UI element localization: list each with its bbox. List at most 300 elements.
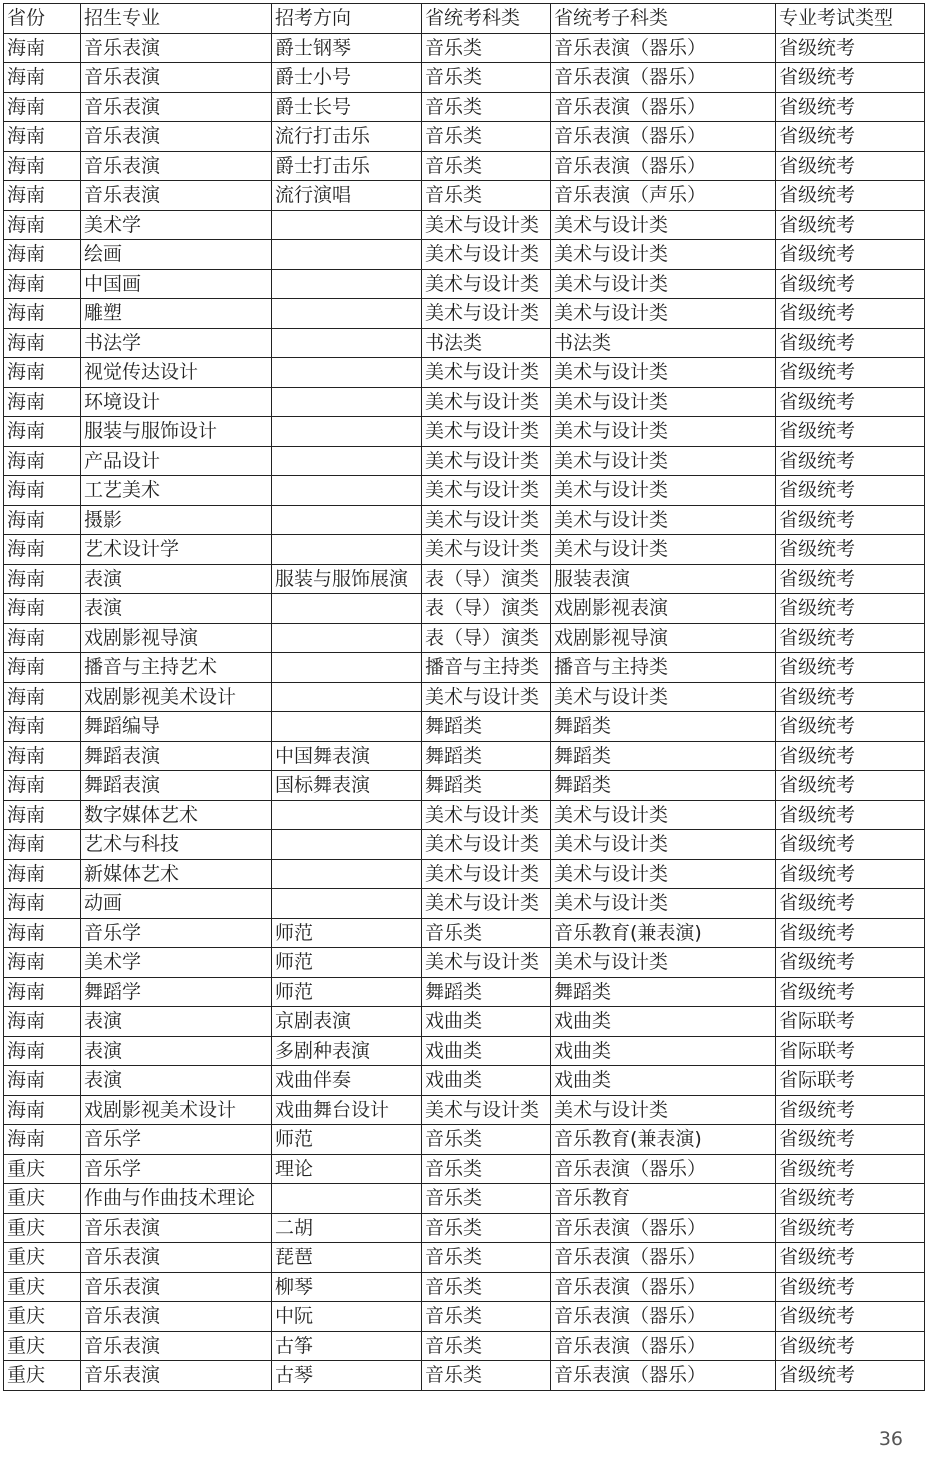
cell-exam-subcategory: 舞蹈类 (551, 977, 776, 1007)
cell-direction (272, 1184, 422, 1214)
cell-direction: 戏曲舞台设计 (272, 1095, 422, 1125)
cell-direction: 师范 (272, 1125, 422, 1155)
header-province: 省份 (4, 4, 81, 34)
cell-exam-category: 舞蹈类 (422, 712, 551, 742)
table-row (4, 653, 925, 683)
cell-exam-type: 省级统考 (776, 269, 925, 299)
table-row (4, 682, 925, 712)
cell-exam-type: 省级统考 (776, 889, 925, 919)
cell-exam-category: 音乐类 (422, 1154, 551, 1184)
cell-major: 音乐表演 (81, 1331, 272, 1361)
cell-exam-category: 音乐类 (422, 92, 551, 122)
cell-exam-subcategory: 音乐表演（器乐） (551, 122, 776, 152)
cell-exam-subcategory: 舞蹈类 (551, 712, 776, 742)
cell-exam-type: 省级统考 (776, 299, 925, 329)
cell-exam-type: 省级统考 (776, 1243, 925, 1273)
cell-major: 美术学 (81, 948, 272, 978)
cell-direction (272, 859, 422, 889)
cell-province: 海南 (4, 92, 81, 122)
cell-major: 绘画 (81, 240, 272, 270)
cell-province: 海南 (4, 535, 81, 565)
cell-major: 摄影 (81, 505, 272, 535)
cell-major: 美术学 (81, 210, 272, 240)
cell-province: 海南 (4, 151, 81, 181)
cell-exam-category: 美术与设计类 (422, 446, 551, 476)
cell-exam-type: 省级统考 (776, 918, 925, 948)
cell-province: 海南 (4, 889, 81, 919)
cell-exam-subcategory: 美术与设计类 (551, 948, 776, 978)
cell-province: 海南 (4, 623, 81, 653)
cell-exam-type: 省级统考 (776, 1302, 925, 1332)
cell-exam-type: 省级统考 (776, 1154, 925, 1184)
table-row (4, 505, 925, 535)
cell-direction: 爵士长号 (272, 92, 422, 122)
header-exam-subcategory: 省统考子科类 (551, 4, 776, 34)
cell-province: 海南 (4, 210, 81, 240)
cell-exam-subcategory: 戏曲类 (551, 1007, 776, 1037)
cell-province: 海南 (4, 800, 81, 830)
cell-major: 工艺美术 (81, 476, 272, 506)
cell-exam-category: 美术与设计类 (422, 358, 551, 388)
cell-exam-type: 省级统考 (776, 328, 925, 358)
cell-province: 海南 (4, 830, 81, 860)
cell-major: 戏剧影视导演 (81, 623, 272, 653)
table-row (4, 122, 925, 152)
table-row (4, 535, 925, 565)
cell-major: 服装与服饰设计 (81, 417, 272, 447)
cell-major: 音乐表演 (81, 92, 272, 122)
cell-province: 重庆 (4, 1243, 81, 1273)
cell-direction: 服装与服饰展演 (272, 564, 422, 594)
cell-exam-subcategory: 戏曲类 (551, 1066, 776, 1096)
cell-major: 艺术设计学 (81, 535, 272, 565)
cell-province: 海南 (4, 712, 81, 742)
cell-exam-type: 省级统考 (776, 63, 925, 93)
table-row (4, 1007, 925, 1037)
cell-exam-category: 音乐类 (422, 1184, 551, 1214)
cell-province: 海南 (4, 269, 81, 299)
cell-exam-type: 省级统考 (776, 712, 925, 742)
cell-exam-category: 音乐类 (422, 1213, 551, 1243)
cell-direction (272, 535, 422, 565)
cell-province: 海南 (4, 1095, 81, 1125)
cell-direction: 师范 (272, 948, 422, 978)
cell-direction (272, 800, 422, 830)
table-row (4, 1361, 925, 1391)
cell-exam-subcategory: 美术与设计类 (551, 358, 776, 388)
cell-exam-type: 省级统考 (776, 800, 925, 830)
cell-exam-category: 音乐类 (422, 1125, 551, 1155)
header-exam-type: 专业考试类型 (776, 4, 925, 34)
table-row (4, 977, 925, 1007)
cell-province: 海南 (4, 564, 81, 594)
cell-exam-type: 省级统考 (776, 358, 925, 388)
cell-direction: 中国舞表演 (272, 741, 422, 771)
table-row (4, 63, 925, 93)
cell-major: 表演 (81, 594, 272, 624)
cell-exam-category: 美术与设计类 (422, 387, 551, 417)
cell-exam-category: 音乐类 (422, 1361, 551, 1391)
cell-province: 海南 (4, 1066, 81, 1096)
cell-exam-subcategory: 美术与设计类 (551, 476, 776, 506)
cell-major: 音乐学 (81, 918, 272, 948)
cell-exam-type: 省级统考 (776, 122, 925, 152)
cell-province: 海南 (4, 33, 81, 63)
cell-exam-type: 省级统考 (776, 653, 925, 683)
cell-province: 海南 (4, 1007, 81, 1037)
table-row (4, 1095, 925, 1125)
cell-exam-subcategory: 音乐表演（器乐） (551, 1361, 776, 1391)
cell-major: 雕塑 (81, 299, 272, 329)
table-body (4, 33, 925, 1390)
cell-exam-subcategory: 美术与设计类 (551, 299, 776, 329)
cell-exam-category: 美术与设计类 (422, 682, 551, 712)
cell-exam-subcategory: 美术与设计类 (551, 1095, 776, 1125)
cell-direction (272, 240, 422, 270)
table-row (4, 1331, 925, 1361)
table-row (4, 181, 925, 211)
table-row (4, 476, 925, 506)
cell-province: 海南 (4, 387, 81, 417)
cell-exam-subcategory: 美术与设计类 (551, 859, 776, 889)
cell-exam-category: 美术与设计类 (422, 948, 551, 978)
cell-province: 重庆 (4, 1213, 81, 1243)
cell-exam-category: 美术与设计类 (422, 505, 551, 535)
cell-province: 海南 (4, 122, 81, 152)
cell-exam-type: 省级统考 (776, 181, 925, 211)
cell-direction (272, 830, 422, 860)
cell-exam-category: 美术与设计类 (422, 299, 551, 329)
cell-major: 艺术与科技 (81, 830, 272, 860)
table-row (4, 387, 925, 417)
cell-major: 音乐表演 (81, 63, 272, 93)
cell-direction: 二胡 (272, 1213, 422, 1243)
cell-direction (272, 505, 422, 535)
cell-direction: 古筝 (272, 1331, 422, 1361)
cell-province: 海南 (4, 1125, 81, 1155)
cell-exam-subcategory: 戏剧影视表演 (551, 594, 776, 624)
cell-province: 海南 (4, 417, 81, 447)
cell-direction (272, 712, 422, 742)
cell-exam-type: 省级统考 (776, 446, 925, 476)
cell-exam-subcategory: 音乐表演（器乐） (551, 1243, 776, 1273)
cell-province: 海南 (4, 682, 81, 712)
cell-exam-subcategory: 美术与设计类 (551, 387, 776, 417)
table-row (4, 948, 925, 978)
page-number: 36 (878, 1428, 903, 1450)
cell-direction: 师范 (272, 977, 422, 1007)
table-row (4, 771, 925, 801)
cell-direction (272, 210, 422, 240)
cell-direction (272, 387, 422, 417)
table-row (4, 328, 925, 358)
cell-province: 海南 (4, 741, 81, 771)
cell-major: 舞蹈学 (81, 977, 272, 1007)
cell-exam-category: 音乐类 (422, 1272, 551, 1302)
cell-major: 表演 (81, 1066, 272, 1096)
cell-exam-category: 美术与设计类 (422, 476, 551, 506)
cell-exam-subcategory: 美术与设计类 (551, 240, 776, 270)
cell-exam-category: 音乐类 (422, 151, 551, 181)
cell-exam-category: 书法类 (422, 328, 551, 358)
table-row (4, 1302, 925, 1332)
table-row (4, 210, 925, 240)
cell-province: 海南 (4, 446, 81, 476)
table-row (4, 800, 925, 830)
table-row (4, 564, 925, 594)
cell-major: 音乐表演 (81, 1213, 272, 1243)
cell-exam-type: 省级统考 (776, 151, 925, 181)
table-row (4, 859, 925, 889)
cell-exam-subcategory: 美术与设计类 (551, 505, 776, 535)
cell-exam-category: 美术与设计类 (422, 800, 551, 830)
cell-major: 书法学 (81, 328, 272, 358)
cell-direction: 多剧种表演 (272, 1036, 422, 1066)
cell-exam-subcategory: 美术与设计类 (551, 682, 776, 712)
table-row (4, 1154, 925, 1184)
cell-exam-type: 省级统考 (776, 623, 925, 653)
cell-direction (272, 594, 422, 624)
cell-exam-type: 省际联考 (776, 1007, 925, 1037)
cell-exam-category: 舞蹈类 (422, 771, 551, 801)
cell-exam-category: 播音与主持类 (422, 653, 551, 683)
cell-exam-subcategory: 音乐教育(兼表演) (551, 1125, 776, 1155)
cell-exam-category: 音乐类 (422, 1331, 551, 1361)
cell-major: 中国画 (81, 269, 272, 299)
cell-province: 重庆 (4, 1272, 81, 1302)
table-row (4, 240, 925, 270)
cell-province: 海南 (4, 653, 81, 683)
table-row (4, 1125, 925, 1155)
cell-exam-subcategory: 戏剧影视导演 (551, 623, 776, 653)
cell-exam-type: 省级统考 (776, 92, 925, 122)
cell-exam-type: 省级统考 (776, 33, 925, 63)
cell-province: 海南 (4, 1036, 81, 1066)
cell-direction (272, 446, 422, 476)
cell-direction (272, 653, 422, 683)
cell-exam-subcategory: 美术与设计类 (551, 446, 776, 476)
cell-exam-subcategory: 美术与设计类 (551, 830, 776, 860)
cell-exam-category: 舞蹈类 (422, 741, 551, 771)
cell-major: 音乐学 (81, 1125, 272, 1155)
cell-major: 表演 (81, 1036, 272, 1066)
cell-exam-category: 戏曲类 (422, 1007, 551, 1037)
cell-direction: 中阮 (272, 1302, 422, 1332)
cell-exam-category: 舞蹈类 (422, 977, 551, 1007)
cell-exam-type: 省级统考 (776, 1272, 925, 1302)
cell-exam-subcategory: 书法类 (551, 328, 776, 358)
table-row (4, 299, 925, 329)
cell-exam-subcategory: 音乐表演（器乐） (551, 1331, 776, 1361)
cell-major: 新媒体艺术 (81, 859, 272, 889)
cell-exam-type: 省级统考 (776, 859, 925, 889)
cell-province: 海南 (4, 505, 81, 535)
cell-exam-type: 省级统考 (776, 948, 925, 978)
cell-major: 舞蹈表演 (81, 741, 272, 771)
cell-exam-type: 省级统考 (776, 210, 925, 240)
cell-major: 播音与主持艺术 (81, 653, 272, 683)
table-row (4, 417, 925, 447)
cell-exam-category: 表（导）演类 (422, 623, 551, 653)
table-row (4, 830, 925, 860)
cell-exam-category: 戏曲类 (422, 1036, 551, 1066)
cell-direction: 流行打击乐 (272, 122, 422, 152)
cell-direction (272, 358, 422, 388)
cell-exam-type: 省级统考 (776, 505, 925, 535)
cell-exam-subcategory: 戏曲类 (551, 1036, 776, 1066)
cell-exam-subcategory: 美术与设计类 (551, 800, 776, 830)
cell-province: 海南 (4, 918, 81, 948)
cell-exam-type: 省际联考 (776, 1036, 925, 1066)
cell-major: 音乐表演 (81, 1361, 272, 1391)
table-row (4, 918, 925, 948)
cell-major: 视觉传达设计 (81, 358, 272, 388)
cell-exam-subcategory: 音乐表演（声乐） (551, 181, 776, 211)
cell-exam-type: 省级统考 (776, 1331, 925, 1361)
header-major: 招生专业 (81, 4, 272, 34)
header-exam-category: 省统考科类 (422, 4, 551, 34)
cell-major: 音乐表演 (81, 151, 272, 181)
cell-province: 海南 (4, 948, 81, 978)
cell-direction: 爵士钢琴 (272, 33, 422, 63)
cell-province: 海南 (4, 859, 81, 889)
cell-exam-type: 省级统考 (776, 594, 925, 624)
cell-province: 海南 (4, 771, 81, 801)
cell-exam-type: 省级统考 (776, 1361, 925, 1391)
cell-exam-type: 省级统考 (776, 1125, 925, 1155)
table-row (4, 33, 925, 63)
cell-exam-type: 省级统考 (776, 387, 925, 417)
cell-exam-type: 省级统考 (776, 1095, 925, 1125)
cell-province: 重庆 (4, 1302, 81, 1332)
cell-major: 戏剧影视美术设计 (81, 1095, 272, 1125)
cell-direction: 师范 (272, 918, 422, 948)
table-row (4, 741, 925, 771)
cell-exam-type: 省级统考 (776, 830, 925, 860)
cell-major: 动画 (81, 889, 272, 919)
cell-exam-category: 美术与设计类 (422, 889, 551, 919)
cell-major: 音乐表演 (81, 181, 272, 211)
admissions-table (3, 3, 925, 1391)
cell-major: 音乐表演 (81, 33, 272, 63)
cell-direction: 古琴 (272, 1361, 422, 1391)
cell-exam-type: 省级统考 (776, 240, 925, 270)
cell-direction (272, 299, 422, 329)
cell-province: 海南 (4, 181, 81, 211)
cell-exam-type: 省际联考 (776, 1066, 925, 1096)
cell-exam-type: 省级统考 (776, 476, 925, 506)
cell-exam-subcategory: 舞蹈类 (551, 741, 776, 771)
cell-direction (272, 269, 422, 299)
cell-exam-category: 戏曲类 (422, 1066, 551, 1096)
cell-exam-subcategory: 音乐表演（器乐） (551, 1154, 776, 1184)
table-row (4, 1213, 925, 1243)
table-row (4, 269, 925, 299)
cell-exam-category: 音乐类 (422, 181, 551, 211)
cell-direction: 国标舞表演 (272, 771, 422, 801)
cell-exam-type: 省级统考 (776, 417, 925, 447)
table-row (4, 151, 925, 181)
cell-province: 海南 (4, 476, 81, 506)
table-row (4, 1243, 925, 1273)
cell-exam-category: 美术与设计类 (422, 535, 551, 565)
cell-exam-category: 美术与设计类 (422, 417, 551, 447)
cell-exam-type: 省级统考 (776, 682, 925, 712)
cell-province: 重庆 (4, 1184, 81, 1214)
cell-exam-category: 音乐类 (422, 1302, 551, 1332)
cell-province: 海南 (4, 240, 81, 270)
header-direction: 招考方向 (272, 4, 422, 34)
cell-major: 音乐表演 (81, 122, 272, 152)
table-row (4, 446, 925, 476)
cell-province: 重庆 (4, 1361, 81, 1391)
cell-exam-subcategory: 音乐表演（器乐） (551, 63, 776, 93)
table-row (4, 1036, 925, 1066)
cell-exam-subcategory: 音乐表演（器乐） (551, 1302, 776, 1332)
cell-province: 重庆 (4, 1154, 81, 1184)
cell-exam-category: 美术与设计类 (422, 1095, 551, 1125)
cell-major: 舞蹈编导 (81, 712, 272, 742)
cell-exam-category: 美术与设计类 (422, 859, 551, 889)
cell-major: 戏剧影视美术设计 (81, 682, 272, 712)
table-row (4, 92, 925, 122)
cell-major: 音乐表演 (81, 1302, 272, 1332)
cell-province: 重庆 (4, 1331, 81, 1361)
cell-direction: 爵士打击乐 (272, 151, 422, 181)
cell-exam-category: 音乐类 (422, 122, 551, 152)
cell-exam-category: 音乐类 (422, 1243, 551, 1273)
cell-province: 海南 (4, 299, 81, 329)
cell-exam-type: 省级统考 (776, 535, 925, 565)
cell-exam-subcategory: 音乐表演（器乐） (551, 92, 776, 122)
table-row (4, 1066, 925, 1096)
cell-major: 音乐表演 (81, 1272, 272, 1302)
cell-exam-subcategory: 美术与设计类 (551, 535, 776, 565)
cell-direction (272, 417, 422, 447)
cell-direction: 琵琶 (272, 1243, 422, 1273)
cell-direction: 流行演唱 (272, 181, 422, 211)
table-row (4, 889, 925, 919)
cell-major: 数字媒体艺术 (81, 800, 272, 830)
table-row (4, 594, 925, 624)
table-row (4, 623, 925, 653)
cell-exam-subcategory: 播音与主持类 (551, 653, 776, 683)
table-header-row (4, 4, 925, 34)
cell-exam-subcategory: 舞蹈类 (551, 771, 776, 801)
cell-province: 海南 (4, 594, 81, 624)
cell-exam-subcategory: 美术与设计类 (551, 889, 776, 919)
cell-exam-subcategory: 服装表演 (551, 564, 776, 594)
cell-exam-category: 音乐类 (422, 33, 551, 63)
cell-province: 海南 (4, 358, 81, 388)
table-row (4, 1272, 925, 1302)
cell-province: 海南 (4, 977, 81, 1007)
cell-exam-type: 省级统考 (776, 741, 925, 771)
cell-direction (272, 889, 422, 919)
cell-major: 产品设计 (81, 446, 272, 476)
table-row (4, 1184, 925, 1214)
cell-exam-subcategory: 音乐表演（器乐） (551, 1272, 776, 1302)
cell-exam-category: 美术与设计类 (422, 269, 551, 299)
cell-major: 音乐表演 (81, 1243, 272, 1273)
cell-direction: 理论 (272, 1154, 422, 1184)
cell-major: 音乐学 (81, 1154, 272, 1184)
cell-direction: 京剧表演 (272, 1007, 422, 1037)
cell-exam-category: 美术与设计类 (422, 210, 551, 240)
cell-exam-category: 美术与设计类 (422, 830, 551, 860)
cell-major: 作曲与作曲技术理论 (81, 1184, 272, 1214)
cell-province: 海南 (4, 328, 81, 358)
